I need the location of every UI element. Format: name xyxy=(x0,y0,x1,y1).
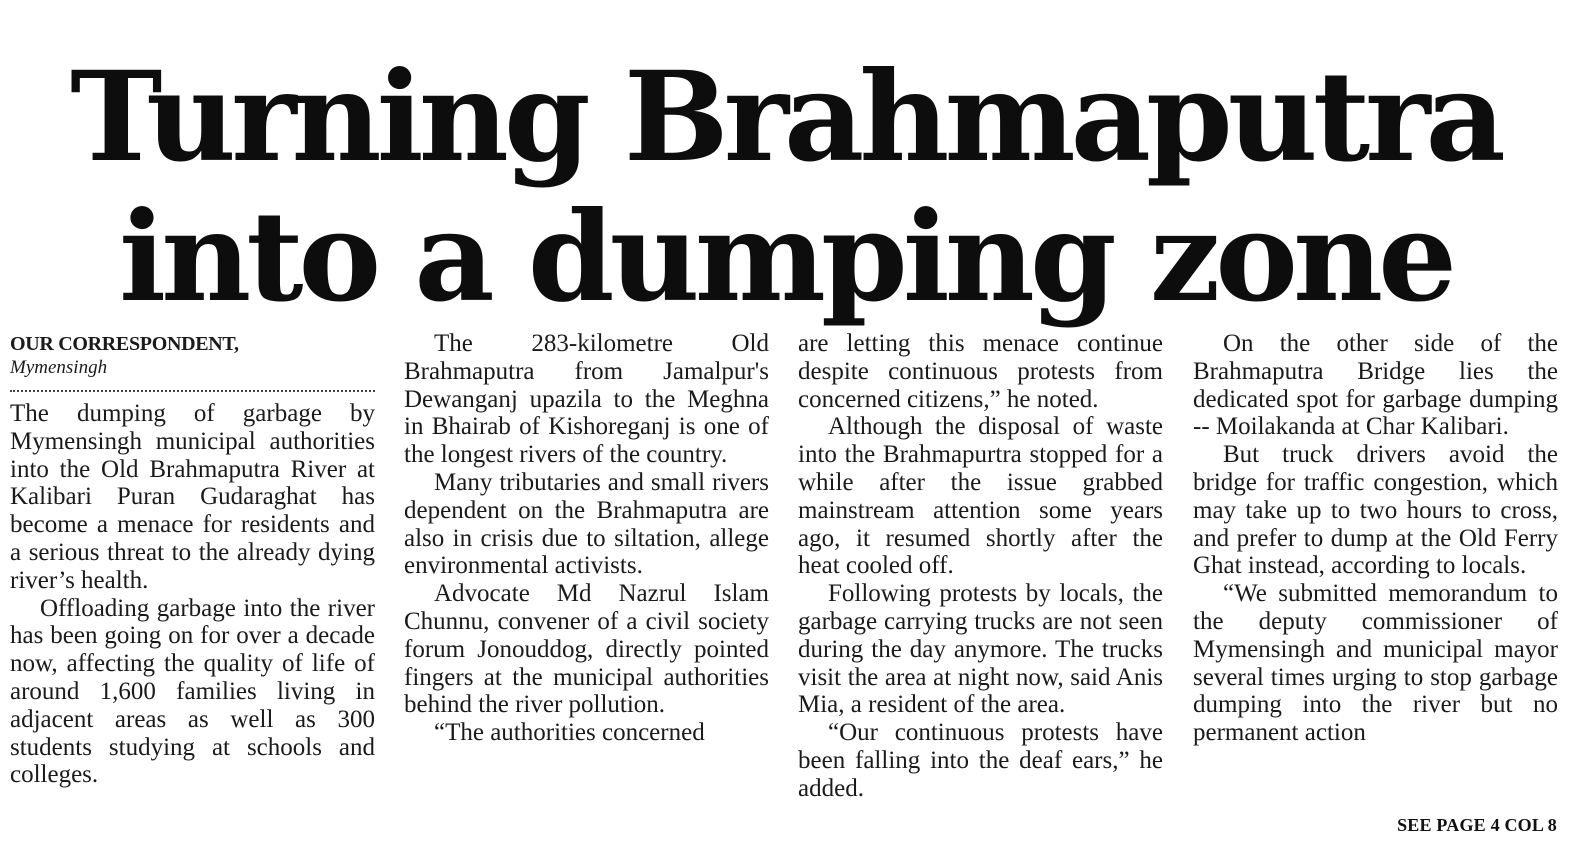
byline-divider xyxy=(10,390,375,392)
byline-location: Mymensingh xyxy=(10,357,108,378)
paragraph: Although the disposal of waste into the Brahmapurtra stopped for a while after the issue grabbed mainstream attention some years ago, it resumed shortly after the heat cooled off. xyxy=(798,413,1163,580)
paragraph: “Our continuous protests have been falling into the deaf ears,” he added. xyxy=(798,719,1163,802)
article-column-2 xyxy=(404,330,769,747)
paragraph: The dumping of garbage by Mymensingh municipal authorities into the Old Brahmaputra River at Kalibari Puran Gudaraghat has become a menace for residents and a serious threat to the already dying river’s health. xyxy=(10,400,375,594)
headline-line-1: Turning Brahmaputra xyxy=(70,45,1501,190)
paragraph: “The authorities concerned xyxy=(434,719,705,747)
article-column-1 xyxy=(10,330,375,789)
paragraph: Following protests by locals, the garbage carrying trucks are not seen during the day anymore. The trucks visit the area at night now, said Anis Mia, a resident of the area. xyxy=(798,580,1163,719)
paragraph: But truck drivers avoid the bridge for traffic congestion, which may take up to two hours to cross, and prefer to dump at the Old Ferry Ghat instead, according to locals. xyxy=(1193,441,1558,580)
continuation-jump-line: SEE PAGE 4 COL 8 xyxy=(1397,815,1557,835)
paragraph: On the other side of the Brahmaputra Bridge lies the dedicated spot for garbage dumping -- Moilakanda at Char Kalibari. xyxy=(1193,330,1558,441)
paragraph: The 283-kilometre Old Brahmaputra from Jamalpur's Dewanganj upazila to the Meghna in Bhairab of Kishoreganj is one of the longest rivers of the country. xyxy=(404,330,769,469)
paragraph: Offloading garbage into the river has been going on for over a decade now, affecting the quality of life of around 1,600 families living in adjacent areas as well as 300 students studying at schools and colleges. xyxy=(10,594,375,789)
paragraph: are letting this menace continue despite continuous protests from concerned citizens,” he noted. xyxy=(798,330,1163,413)
headline xyxy=(0,45,1571,330)
headline-line-2: into a dumping zone xyxy=(119,185,1452,330)
paragraph: Many tributaries and small rivers dependent on the Brahmaputra are also in crisis due to siltation, allege environmental activists. xyxy=(404,468,769,580)
byline-author: OUR CORRESPONDENT, xyxy=(10,333,239,355)
paragraph: “We submitted memorandum to the deputy commissioner of Mymensingh and municipal mayor several times urging to stop garbage dumping into the river but no permanent action xyxy=(1193,580,1558,747)
article-column-4 xyxy=(1193,330,1558,747)
paragraph: Advocate Md Nazrul Islam Chunnu, convener of a civil society forum Jonouddog, directly pointed fingers at the municipal authorities behind the river pollution. xyxy=(404,580,769,719)
article-column-3 xyxy=(798,330,1163,803)
